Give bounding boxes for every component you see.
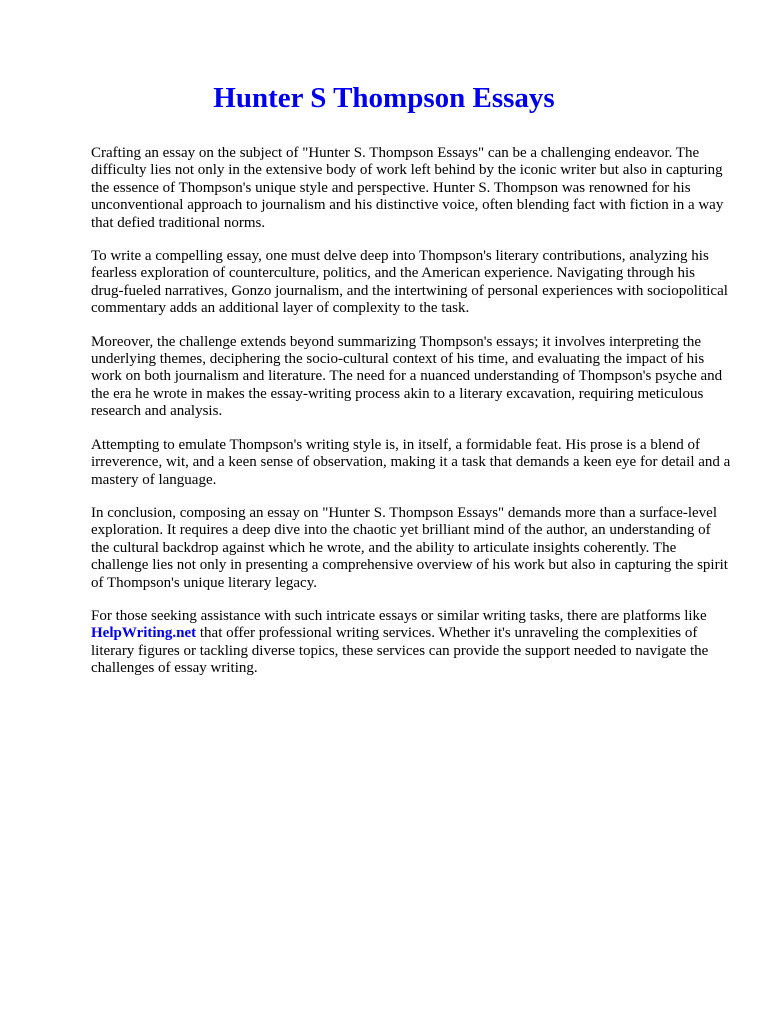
page-title: Hunter S Thompson Essays [213, 82, 555, 114]
paragraph-1: Crafting an essay on the subject of "Hunter S. Thompson Essays" can be a challenging endeavor. The difficulty lies not only in the extensive body of work left behind by the iconic writer but also in capturing the essence of Thompson's unique style and perspective. Hunter S. Thompson was renowned for his unconventional approach to journalism and his distinctive voice, often blending fact with fiction in a way that defied traditional norms. [91, 145, 724, 231]
paragraph-2: To write a compelling essay, one must delve deep into Thompson's literary contributions, analyzing his fearless exploration of counterculture, politics, and the American experience. Navigating through his drug-fueled narratives, Gonzo journalism, and the intertwining of personal experiences with sociopolitical commentary adds an additional layer of complexity to the task. [91, 248, 728, 317]
closing-text-before-link: For those seeking assistance with such intricate essays or similar writing tasks, there are platforms like [91, 607, 707, 624]
helpwriting-link[interactable]: HelpWriting.net [91, 625, 197, 642]
closing-text-after-link: that offer professional writing services. Whether it's unraveling the complexities of literary figures or tackling diverse topics, these services can provide the support needed to navigate the challenges of essay writing. [91, 625, 709, 677]
paragraph-4: Attempting to emulate Thompson's writing style is, in itself, a formidable feat. His prose is a blend of irreverence, wit, and a keen sense of observation, making it a task that demands a keen eye for detail and a mastery of language. [91, 436, 731, 488]
paragraph-6 [91, 608, 731, 678]
essay-body [91, 145, 731, 694]
paragraph-3: Moreover, the challenge extends beyond summarizing Thompson's essays; it involves interpreting the underlying themes, deciphering the socio-cultural context of his time, and evaluating the impact of his work on both journalism and literature. The need for a nuanced understanding of Thompson's psyche and the era he wrote in makes the essay-writing process akin to a literary excavation, requiring meticulous research and analysis. [91, 333, 723, 420]
paragraph-5: In conclusion, composing an essay on "Hunter S. Thompson Essays" demands more than a surface-level exploration. It requires a deep dive into the chaotic yet brilliant mind of the author, an understanding of the cultural backdrop against which he wrote, and the ability to articulate insights coherently. The challenge lies not only in presenting a comprehensive overview of his work but also in capturing the spirit of Thompson's unique literary legacy. [91, 504, 728, 591]
